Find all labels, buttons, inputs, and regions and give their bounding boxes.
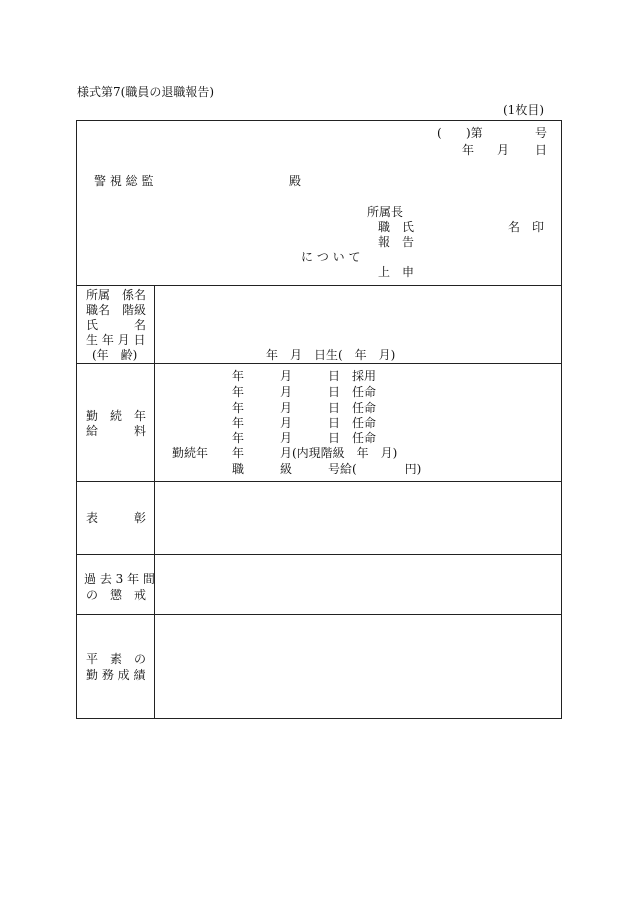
label-discipline-line2: の 懲 戒 (86, 588, 147, 602)
report-label: 報 告 (378, 235, 415, 249)
service-line-1: 年 月 日 採用 (232, 369, 377, 383)
number-paren-open: ( (437, 126, 442, 140)
divider-service (76, 481, 562, 482)
label-salary: 給 料 (86, 424, 147, 438)
label-discipline-line1: 過 去 3 年 間 (84, 572, 155, 586)
service-line-5: 年 月 日 任命 (232, 431, 377, 445)
label-commendation: 表 彰 (86, 511, 147, 525)
form-title: 様式第7(職員の退職報告) (77, 85, 214, 99)
service-line-3: 年 月 日 任命 (232, 401, 377, 415)
page-number: (1枚目) (503, 103, 544, 117)
birthdate-field: 年 月 日生( 年 月) (266, 348, 396, 362)
label-name-part1: 氏 (86, 318, 99, 332)
label-affiliation: 所属 係名 (86, 288, 147, 302)
divider-commendation (76, 554, 562, 555)
service-line-2: 年 月 日 任命 (232, 385, 377, 399)
divider-header (76, 285, 562, 286)
label-birthdate: 生 年 月 日 (86, 333, 146, 347)
label-conduct-line2: 勤 務 成 績 (86, 668, 146, 682)
about-label: に つ い て (301, 250, 361, 264)
rank-name-label: 職 氏 (378, 220, 415, 234)
label-name-part2: 名 (134, 318, 147, 332)
label-service-years: 勤 続 年 (86, 409, 147, 423)
service-line-4: 年 月 日 任命 (232, 416, 377, 430)
date-day: 日 (535, 143, 548, 157)
date-month: 月 (497, 143, 510, 157)
label-column-divider (154, 285, 155, 719)
label-age: (年 齢) (92, 348, 138, 362)
name-seal-label: 名 印 (508, 220, 545, 234)
number-paren-close: )第 (466, 126, 483, 140)
tenure-label: 勤続年 (172, 446, 209, 460)
label-conduct-line1: 平 素 の (86, 652, 147, 666)
date-year: 年 (462, 143, 475, 157)
label-position-rank: 職名 階級 (86, 303, 147, 317)
addressee: 警 視 総 監 (94, 174, 154, 188)
divider-discipline (76, 614, 562, 615)
salary-line: 職 級 号給( 円) (232, 462, 422, 476)
honorific-dono: 殿 (289, 174, 302, 188)
number-go: 号 (535, 126, 548, 140)
chief-label: 所属長 (367, 205, 404, 219)
divider-personal (76, 363, 562, 364)
joushin-label: 上 申 (378, 265, 415, 279)
tenure-line: 年 月(内現階級 年 月) (232, 446, 398, 460)
